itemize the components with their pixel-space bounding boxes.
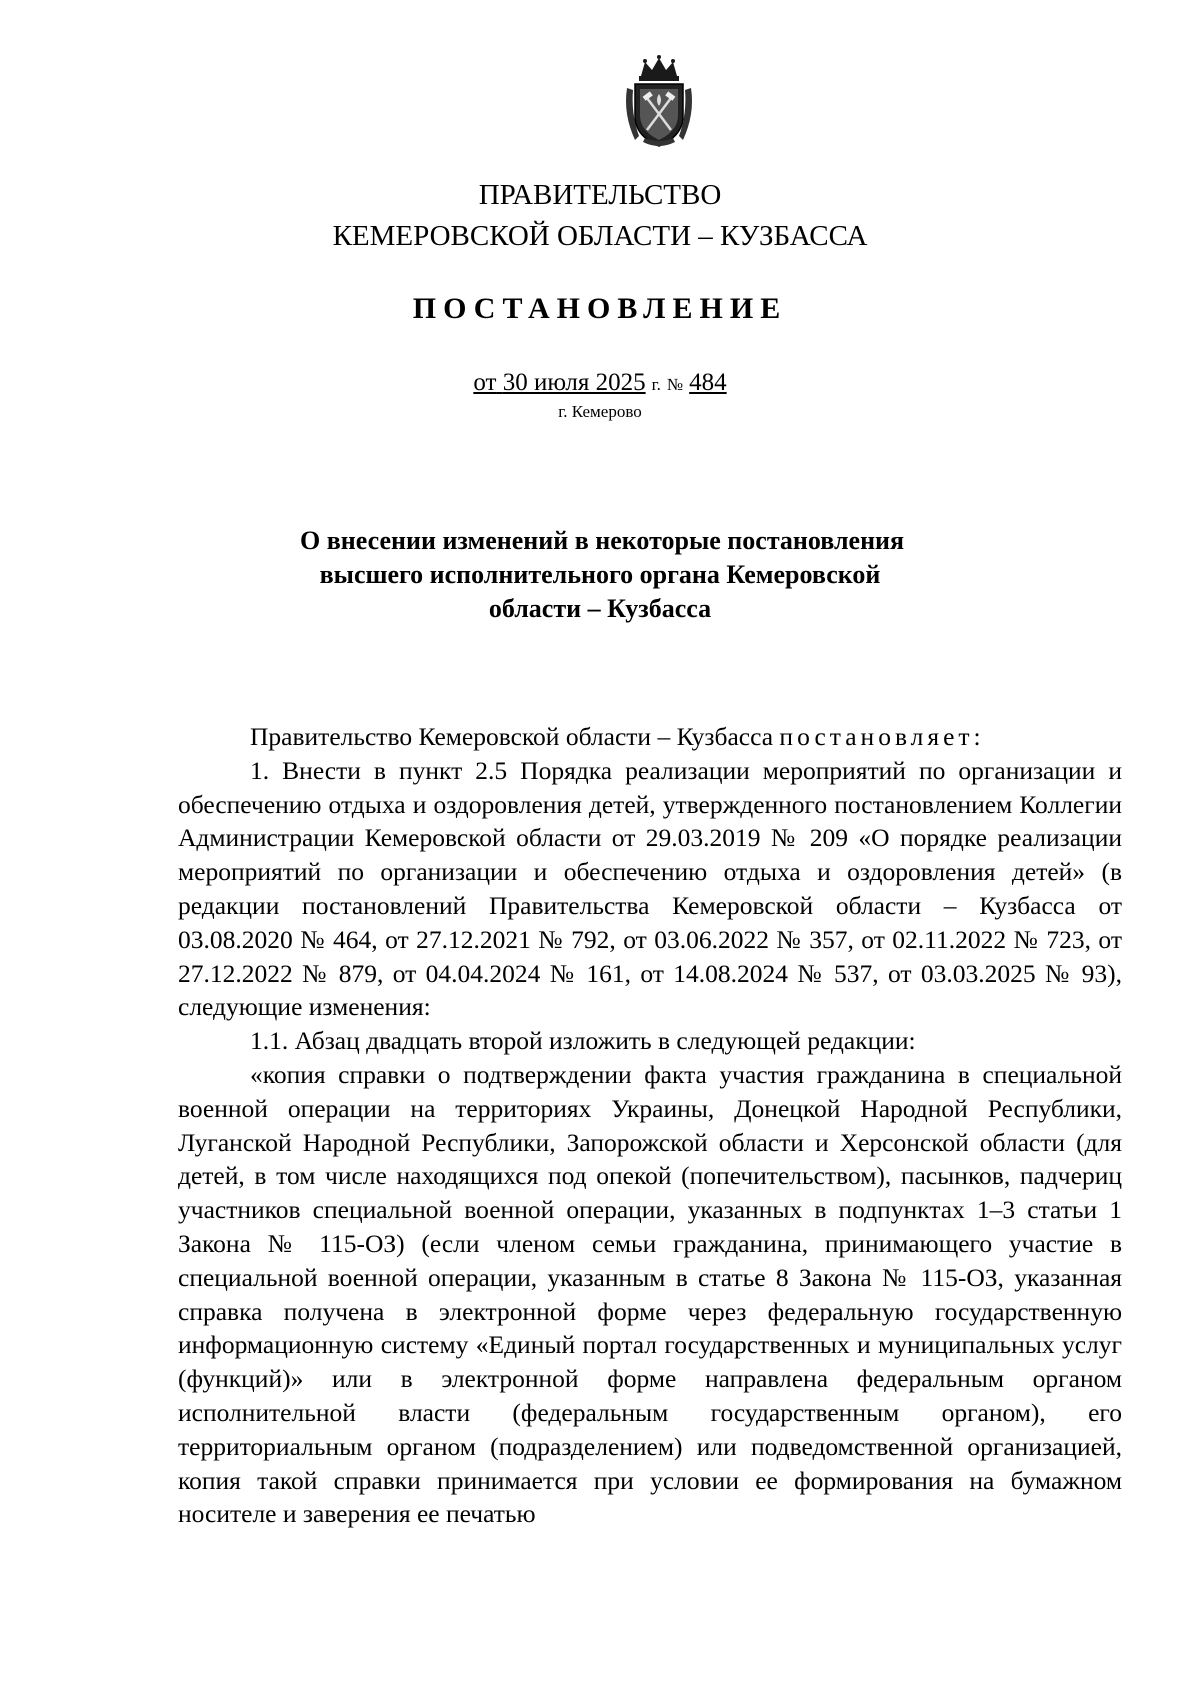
issue-city: г. Кемерово [558,402,642,421]
document-title [300,524,905,626]
document-date-number [0,369,1200,399]
document-body [178,720,1122,1531]
year-suffix: г. [651,375,661,394]
date-prefix: от [473,369,497,396]
title-line: О внесении изменений в некоторые постановления [300,526,905,555]
document-type: ПОСТАНОВЛЕНИЕ [412,292,788,325]
number-sign: № [666,375,684,394]
title-line: высшего исполнительного органа Кемеровской [319,560,881,589]
body-paragraph: «копия справки о подтверждении факта участия гражданина в специальной военной операции на территориях Украины, Донецкой Народной Республики, Луганской Народной Республики, Запорожской области и Херсонской области (для детей, в том числе находящихся под опекой (попечительством), пасынков, падчериц участников специальной военной операции, указанных в подпунктах 1–3 статьи 1 Закона № 115-ОЗ) (если членом семьи гражданина, принимающего участие в специальной военной операции, указанным в статье 8 Закона № 115-ОЗ, указанная справка получена в электронной форме через федеральную государственную информационную систему «Единый портал государственных и муниципальных услуг (функций)» или в электронной форме направлена федеральным органом исполнительной власти (федеральным государственным органом), его территориальным органом (подразделением) или подведомственной организацией, копия такой справки принимается при условии ее формирования на бумажном носителе и заверения ее печатью [178,1059,1122,1529]
organization-name-line1: ПРАВИТЕЛЬСТВО [478,179,722,211]
body-paragraph: 1.1. Абзац двадцать второй изложить в следующей редакции: [250,1026,916,1056]
preamble-keyword: постановляет: [779,722,985,751]
title-line: области – Кузбасса [488,594,712,623]
document-date: 30 июля 2025 [502,369,646,396]
organization-name-line2: КЕМЕРОВСКОЙ ОБЛАСТИ – КУЗБАССА [332,220,868,252]
preamble-text: Правительство Кемеровской области – Кузбасса [250,722,780,751]
body-paragraph: 1. Внести в пункт 2.5 Порядка реализации мероприятий по организации и обеспечению отдыха и оздоровления детей, утвержденного постановлением Коллегии Администрации Кемеровской области от 29.03.2019 № 209 «О порядке реализации мероприятий по организации и обеспечению отдыха и оздоровления детей» (в редакции постановлений Правительства Кемеровской области – Кузбасса от 03.08.2020 № 464, от 27.12.2021 № 792, от 03.06.2022 № 357, от 02.11.2022 № 723, от 27.12.2022 № 879, от 04.04.2024 № 161, от 14.08.2024 № 537, от 03.03.2025 № 93), следующие изменения: [178,755,1122,1022]
coat-of-arms-icon [623,54,695,150]
preamble-paragraph [178,720,1122,754]
document-number: 484 [689,369,727,396]
